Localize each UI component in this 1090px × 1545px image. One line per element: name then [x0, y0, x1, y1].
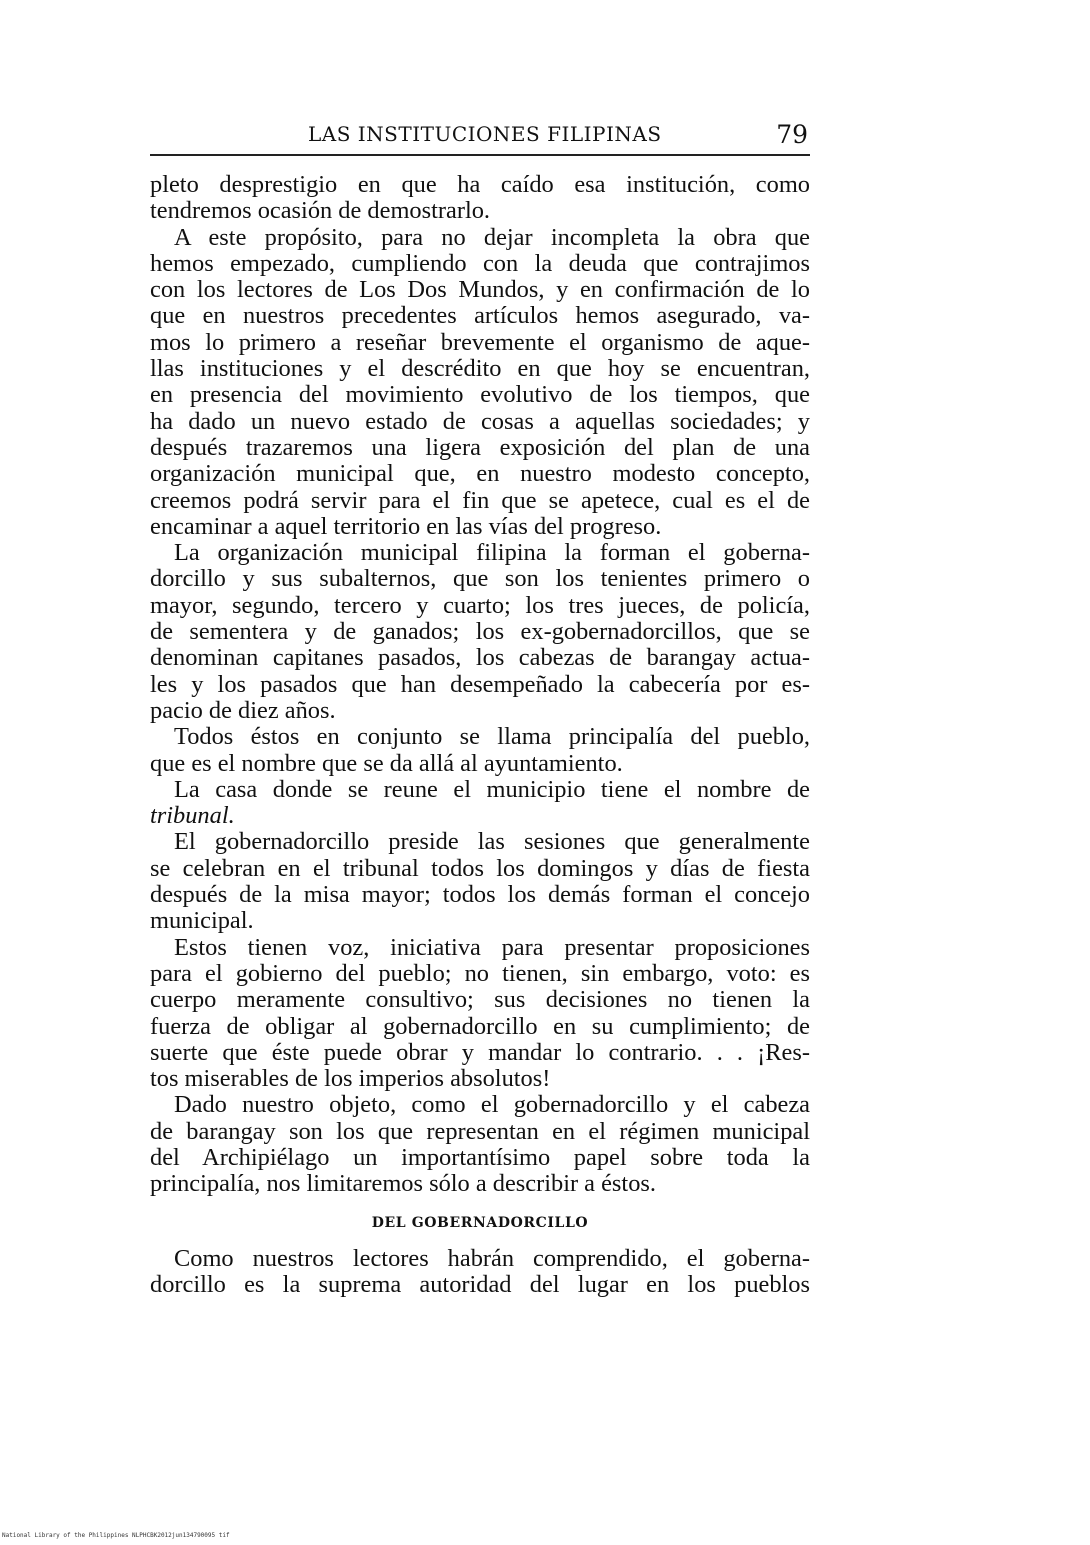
text-line: Dado nuestro objeto, como el gobernadorcillo y el cabeza — [174, 1091, 810, 1119]
text-line: llas instituciones y el descrédito en que hoy se encuentran, — [150, 355, 810, 383]
text-line: con los lectores de Los Dos Mundos, y en confirmación de lo — [150, 276, 810, 304]
paragraph — [150, 1246, 810, 1299]
running-header — [150, 120, 810, 156]
text-line: principalía, nos limitaremos sólo a describir a éstos. — [150, 1170, 656, 1198]
page-number: 79 — [776, 120, 808, 149]
paragraph — [150, 172, 810, 225]
text-line: dorcillo y sus subalternos, que son los tenientes primero o — [150, 565, 810, 593]
paragraph — [150, 777, 810, 830]
text-line: creemos podrá servir para el fin que se apetece, cual es el de — [150, 486, 810, 514]
text-line: Como nuestros lectores habrán comprendido, el goberna- — [174, 1244, 810, 1272]
text-line: encaminar a aquel territorio en las vías del progreso. — [150, 512, 662, 540]
paragraph — [150, 935, 810, 1093]
text-line: cuerpo meramente consultivo; sus decisiones no tienen la — [150, 986, 810, 1014]
text-line: tendremos ocasión de demostrarlo. — [150, 197, 491, 225]
text-line: que en nuestros precedentes artículos hemos asegurado, va- — [150, 302, 810, 330]
text-line: para el gobierno del pueblo; no tienen, sin embargo, voto: es — [150, 959, 810, 987]
text-line: tribunal. — [150, 802, 235, 830]
text-line: del Archipiélago un importantísimo papel sobre toda la — [150, 1143, 810, 1171]
text-line: pleto desprestigio en que ha caído esa institución, como — [150, 171, 810, 198]
text-line: tos miserables de los imperios absolutos! — [150, 1065, 551, 1093]
text-line: Todos éstos en conjunto se llama principalía del pueblo, — [174, 723, 810, 751]
text-line: después de la misa mayor; todos los demás forman el concejo — [150, 881, 810, 909]
paragraph — [150, 225, 810, 541]
text-line: hemos empezado, cumpliendo con la deuda que contrajimos — [150, 249, 810, 277]
text-line: de sementera y de ganados; los ex-gobernadorcillos, que se — [150, 618, 810, 646]
text-line: mayor, segundo, tercero y cuarto; los tres jueces, de policía, — [150, 591, 810, 619]
text-line: que es el nombre que se da allá al ayuntamiento. — [150, 749, 623, 777]
text-line: en presencia del movimiento evolutivo de los tiempos, que — [150, 381, 810, 409]
paragraph — [150, 1092, 810, 1197]
text-line: se celebran en el tribunal todos los domingos y días de fiesta — [150, 854, 810, 882]
text-line: pacio de diez años. — [150, 696, 336, 724]
text-line: organización municipal que, en nuestro modesto concepto, — [150, 460, 810, 488]
text-line: fuerza de obligar al gobernadorcillo en su cumplimiento; de — [150, 1012, 810, 1040]
text-line: El gobernadorcillo preside las sesiones que generalmente — [174, 828, 810, 856]
text-line: municipal. — [150, 907, 254, 935]
text-line: les y los pasados que han desempeñado la cabecería por es- — [150, 670, 810, 698]
text-line: La organización municipal filipina la forman el goberna- — [174, 539, 810, 567]
paragraph — [150, 829, 810, 934]
running-title: LAS INSTITUCIONES FILIPINAS — [308, 122, 662, 146]
text-line: Estos tienen voz, iniciativa para presentar proposiciones — [174, 933, 810, 961]
paragraph — [150, 724, 810, 777]
library-scan-stamp: National Library of the Philippines NLPHCBK2012jun134790095 tif — [2, 1532, 230, 1539]
text-line: La casa donde se reune el municipio tiene el nombre de — [174, 775, 810, 803]
text-line: A este propósito, para no dejar incompleta la obra que — [174, 223, 810, 251]
text-line: dorcillo es la suprema autoridad del lugar en los pueblos — [150, 1271, 810, 1299]
paragraph — [150, 540, 810, 724]
body-text — [150, 172, 810, 1298]
text-line: de barangay son los que representan en el régimen municipal — [150, 1117, 810, 1145]
text-line: mos lo primero a reseñar brevemente el organismo de aque- — [150, 328, 810, 356]
text-line: suerte que éste puede obrar y mandar lo contrario. . . ¡Res- — [150, 1038, 810, 1066]
section-heading: DEL GOBERNADORCILLO — [371, 1214, 589, 1231]
text-line: denominan capitanes pasados, los cabezas de barangay actua- — [150, 644, 810, 672]
text-line: después trazaremos una ligera exposición del plan de una — [150, 433, 810, 461]
text-line: ha dado un nuevo estado de cosas a aquellas sociedades; y — [150, 407, 810, 435]
